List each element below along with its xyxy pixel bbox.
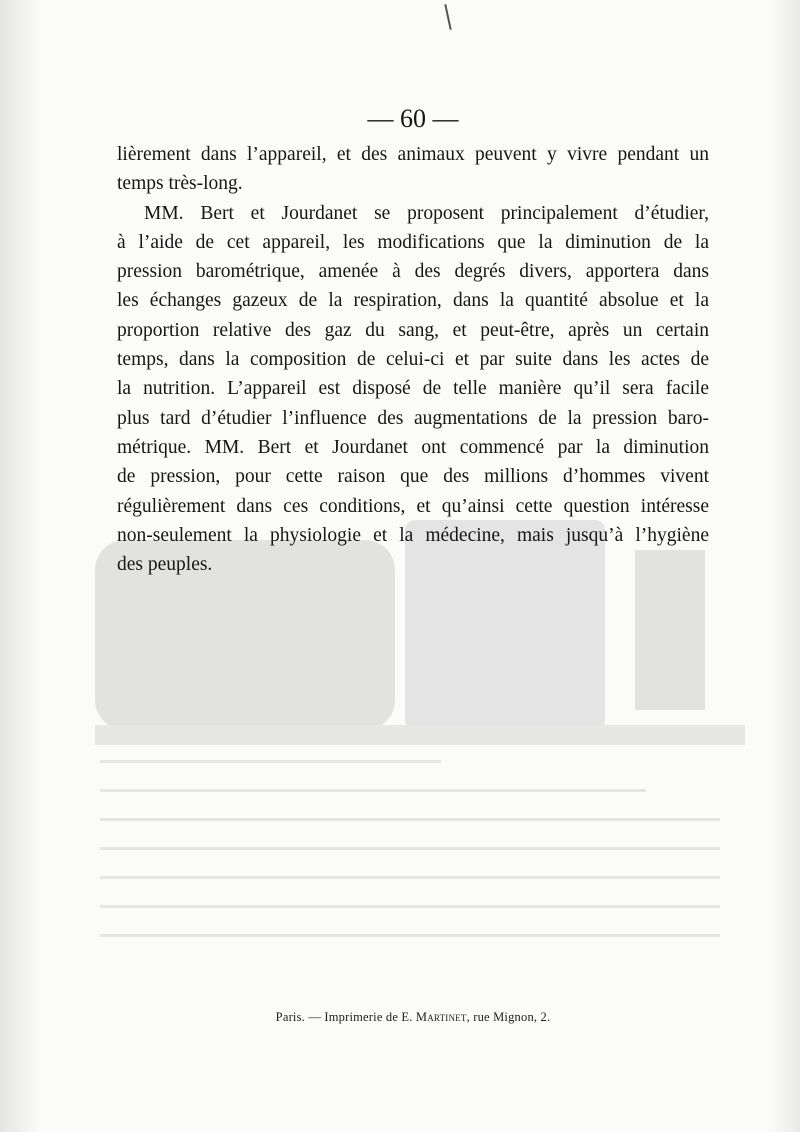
text-line: la nutrition. L’appareil est disposé de telle manière qu’il sera facile: [117, 378, 709, 400]
text-line: MM. Bert et Jourdanet se proposent principalement d’étudier,: [144, 202, 709, 224]
ink-mark: [444, 4, 451, 30]
imprint-printer-name: Martinet: [415, 1010, 467, 1024]
text-line: plus tard d’étudier l’influence des augmentations de la pression baro-: [117, 407, 709, 429]
text-line: lièrement dans l’appareil, et des animaux peuvent y vivre pendant un: [117, 144, 709, 165]
printer-imprint: [0, 1010, 800, 1025]
page-number: — 60 —: [367, 104, 459, 133]
imprint-suffix: , rue Mignon, 2.: [466, 1010, 551, 1024]
body-text: [117, 140, 709, 579]
paragraph-continuation: [117, 140, 709, 199]
text-line: de pression, pour cette raison que des millions d’hommes vivent: [117, 466, 709, 488]
text-line: proportion relative des gaz du sang, et peut-être, après un certain: [117, 319, 709, 341]
text-line: à l’aide de cet appareil, les modifications que la diminution de la: [117, 231, 709, 253]
show-through-text: [100, 760, 720, 963]
text-line: non-seulement la physiologie et la médecine, mais jusqu’à l’hygiène: [117, 524, 709, 546]
text-line: temps très-long.: [117, 173, 243, 195]
text-line: temps, dans la composition de celui-ci et par suite dans les actes de: [117, 349, 709, 371]
text-line: métrique. MM. Bert et Jourdanet ont commencé par la diminution: [117, 436, 709, 458]
paragraph-main: [117, 199, 709, 580]
page-edge-shadow-left: [0, 0, 40, 1132]
imprint-prefix: Paris. — Imprimerie de E.: [275, 1010, 416, 1024]
page-edge-shadow-right: [770, 0, 800, 1132]
text-line: pression barométrique, amenée à des degrés divers, apportera dans: [117, 261, 709, 283]
text-line: les échanges gazeux de la respiration, dans la quantité absolue et la: [117, 290, 709, 312]
text-line: régulièrement dans ces conditions, et qu’ainsi cette question intéresse: [117, 495, 709, 517]
text-line: des peuples.: [117, 554, 213, 576]
